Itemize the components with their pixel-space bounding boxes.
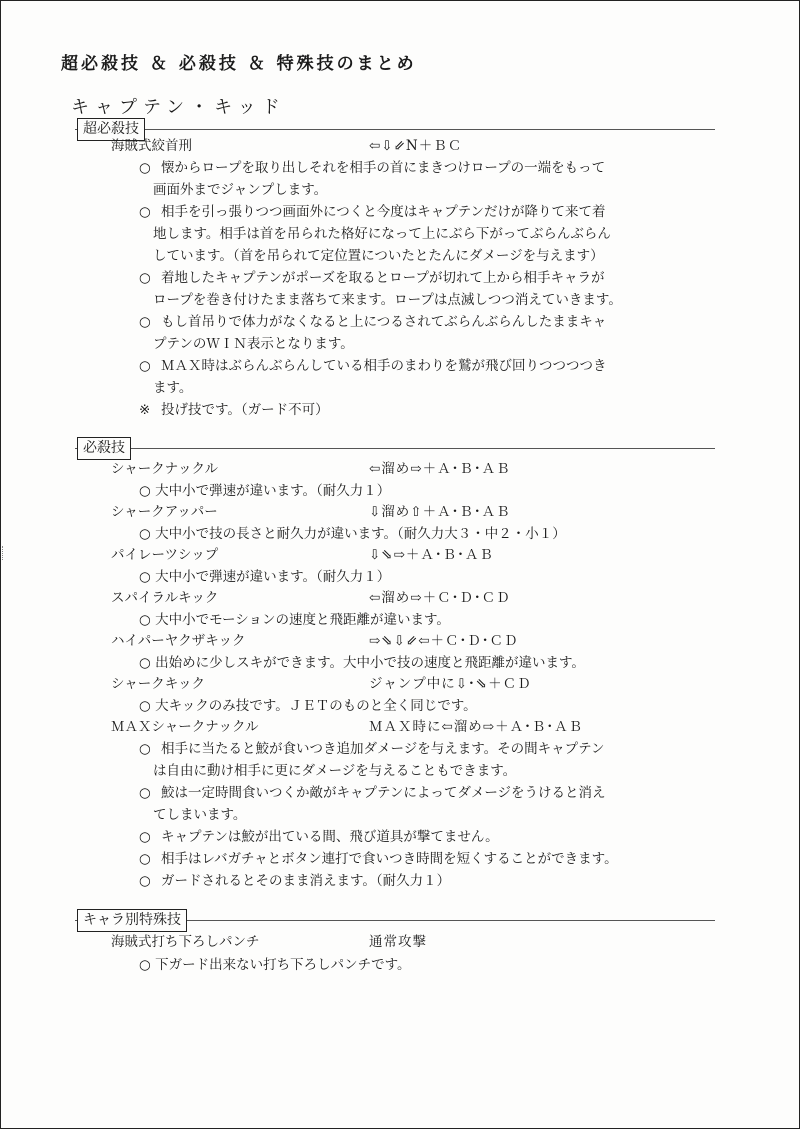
move-note: ○ 大キックのみ技です。ＪＥＴのものと全く同じです。	[139, 698, 477, 714]
section-label-unique: キャラ別特殊技	[77, 909, 187, 932]
note-line: ます。	[153, 380, 193, 396]
move-command: ⇦⇩⇙N＋ＢＣ	[369, 138, 463, 154]
move-name: ハイパーヤクザキック	[111, 633, 246, 649]
note-line: ○ 相手に当たると鮫が食いつき追加ダメージを与えます。その間キャプテン	[139, 741, 605, 757]
move-name: ＭＡＸシャークナックル	[111, 719, 259, 735]
note-line: ○ ＭＡＸ時はぶらんぶらんしている相手のまわりを鷲が飛び回りつつつつき	[139, 358, 607, 374]
note-line: 画面外までジャンプします。	[153, 182, 328, 198]
move-name: 海賊式絞首刑	[111, 138, 192, 154]
note-line: ○ 鮫は一定時間食いつくか敵がキャプテンによってダメージをうけると消え	[139, 785, 606, 801]
note-line: プテンのＷＩＮ表示となります。	[153, 336, 354, 352]
move-command: ⇦溜め⇨＋Ａ･Ｂ･ＡＢ	[369, 461, 511, 477]
move-command: ⇩溜め⇧＋Ａ･Ｂ･ＡＢ	[369, 504, 511, 520]
move-name: パイレーツシップ	[111, 547, 219, 563]
move-name: シャークアッパー	[111, 504, 218, 520]
move-command: ⇨⇘⇩⇙⇦＋Ｃ･Ｄ･ＣＤ	[369, 633, 519, 649]
note-line: は自由に動け相手に更にダメージを与えることもできます。	[153, 763, 517, 779]
move-command: ＭＡＸ時に⇦溜め⇨＋Ａ･Ｂ･ＡＢ	[369, 719, 584, 735]
note-line: てしまいます。	[153, 807, 247, 823]
page-title: 超必殺技 ＆ 必殺技 ＆ 特殊技のまとめ	[61, 54, 417, 74]
character-name: キャプテン・キッド	[71, 97, 286, 118]
note-line: ○ キャプテンは鮫が出ている間、飛び道具が撃てません。	[139, 829, 499, 845]
note-line: ○ もし首吊りで体力がなくなると上につるされてぶらんぶらんしたままキャ	[139, 314, 607, 330]
move-name: 海賊式打ち下ろしパンチ	[111, 934, 260, 950]
note-line: ロープを巻き付けたまま落ちて来ます。ロープは点滅しつつ消えていきます。	[153, 292, 622, 308]
note-line: 地します。相手は首を吊られた格好になって上にぶら下がってぶらんぶらん	[153, 226, 611, 242]
note-line: ○ 着地したキャプテンがポーズを取るとロープが切れて上から相手キャラが	[139, 270, 605, 286]
section-divider	[75, 129, 715, 130]
scan-edge-mark	[2, 546, 6, 560]
move-note: ○ 大中小で技の長さと耐久力が違います。（耐久力大３・中２・小１）	[139, 526, 566, 542]
note-line: ○ 相手を引っ張りつつ画面外につくと今度はキャプテンだけが降りて来て着	[139, 204, 606, 220]
note-line: しています。（首を吊られて定位置についたとたんにダメージを与えます）	[153, 248, 604, 264]
section-label-special: 必殺技	[77, 437, 131, 460]
move-name: シャークナックル	[111, 461, 219, 477]
move-name: スパイラルキック	[111, 590, 219, 606]
move-note: ○ 出始めに少しスキができます。大中小で技の速度と飛距離が違います。	[139, 655, 585, 671]
move-note: ○ 大中小で弾速が違います。（耐久力１）	[139, 483, 391, 499]
section-divider	[75, 448, 715, 449]
move-note: ○ 大中小で弾速が違います。（耐久力１）	[139, 569, 391, 585]
section-label-super: 超必殺技	[77, 118, 145, 141]
move-command: 通常攻撃	[369, 934, 427, 950]
move-command: ⇦溜め⇨＋Ｃ･Ｄ･ＣＤ	[369, 590, 511, 606]
move-command: ジャンプ中に⇩･⇘＋ＣＤ	[369, 676, 532, 692]
move-note: ○ 大中小でモーションの速度と飛距離が違います。	[139, 612, 450, 628]
note-line: ○ ガードされるとそのまま消えます。（耐久力１）	[139, 873, 451, 889]
note-line: ○ 相手はレバガチャとボタン連打で食いつき時間を短くすることができます。	[139, 851, 618, 867]
note-line: ○ 懐からロープを取り出しそれを相手の首にまきつけロープの一端をもって	[139, 160, 606, 176]
move-note: ○ 下ガード出来ない打ち下ろしパンチです。	[139, 957, 411, 973]
note-line: ※ 投げ技です。（ガード不可）	[139, 402, 329, 418]
move-command: ⇩⇘⇨＋Ａ･Ｂ･ＡＢ	[369, 547, 494, 563]
move-name: シャークキック	[111, 676, 205, 692]
